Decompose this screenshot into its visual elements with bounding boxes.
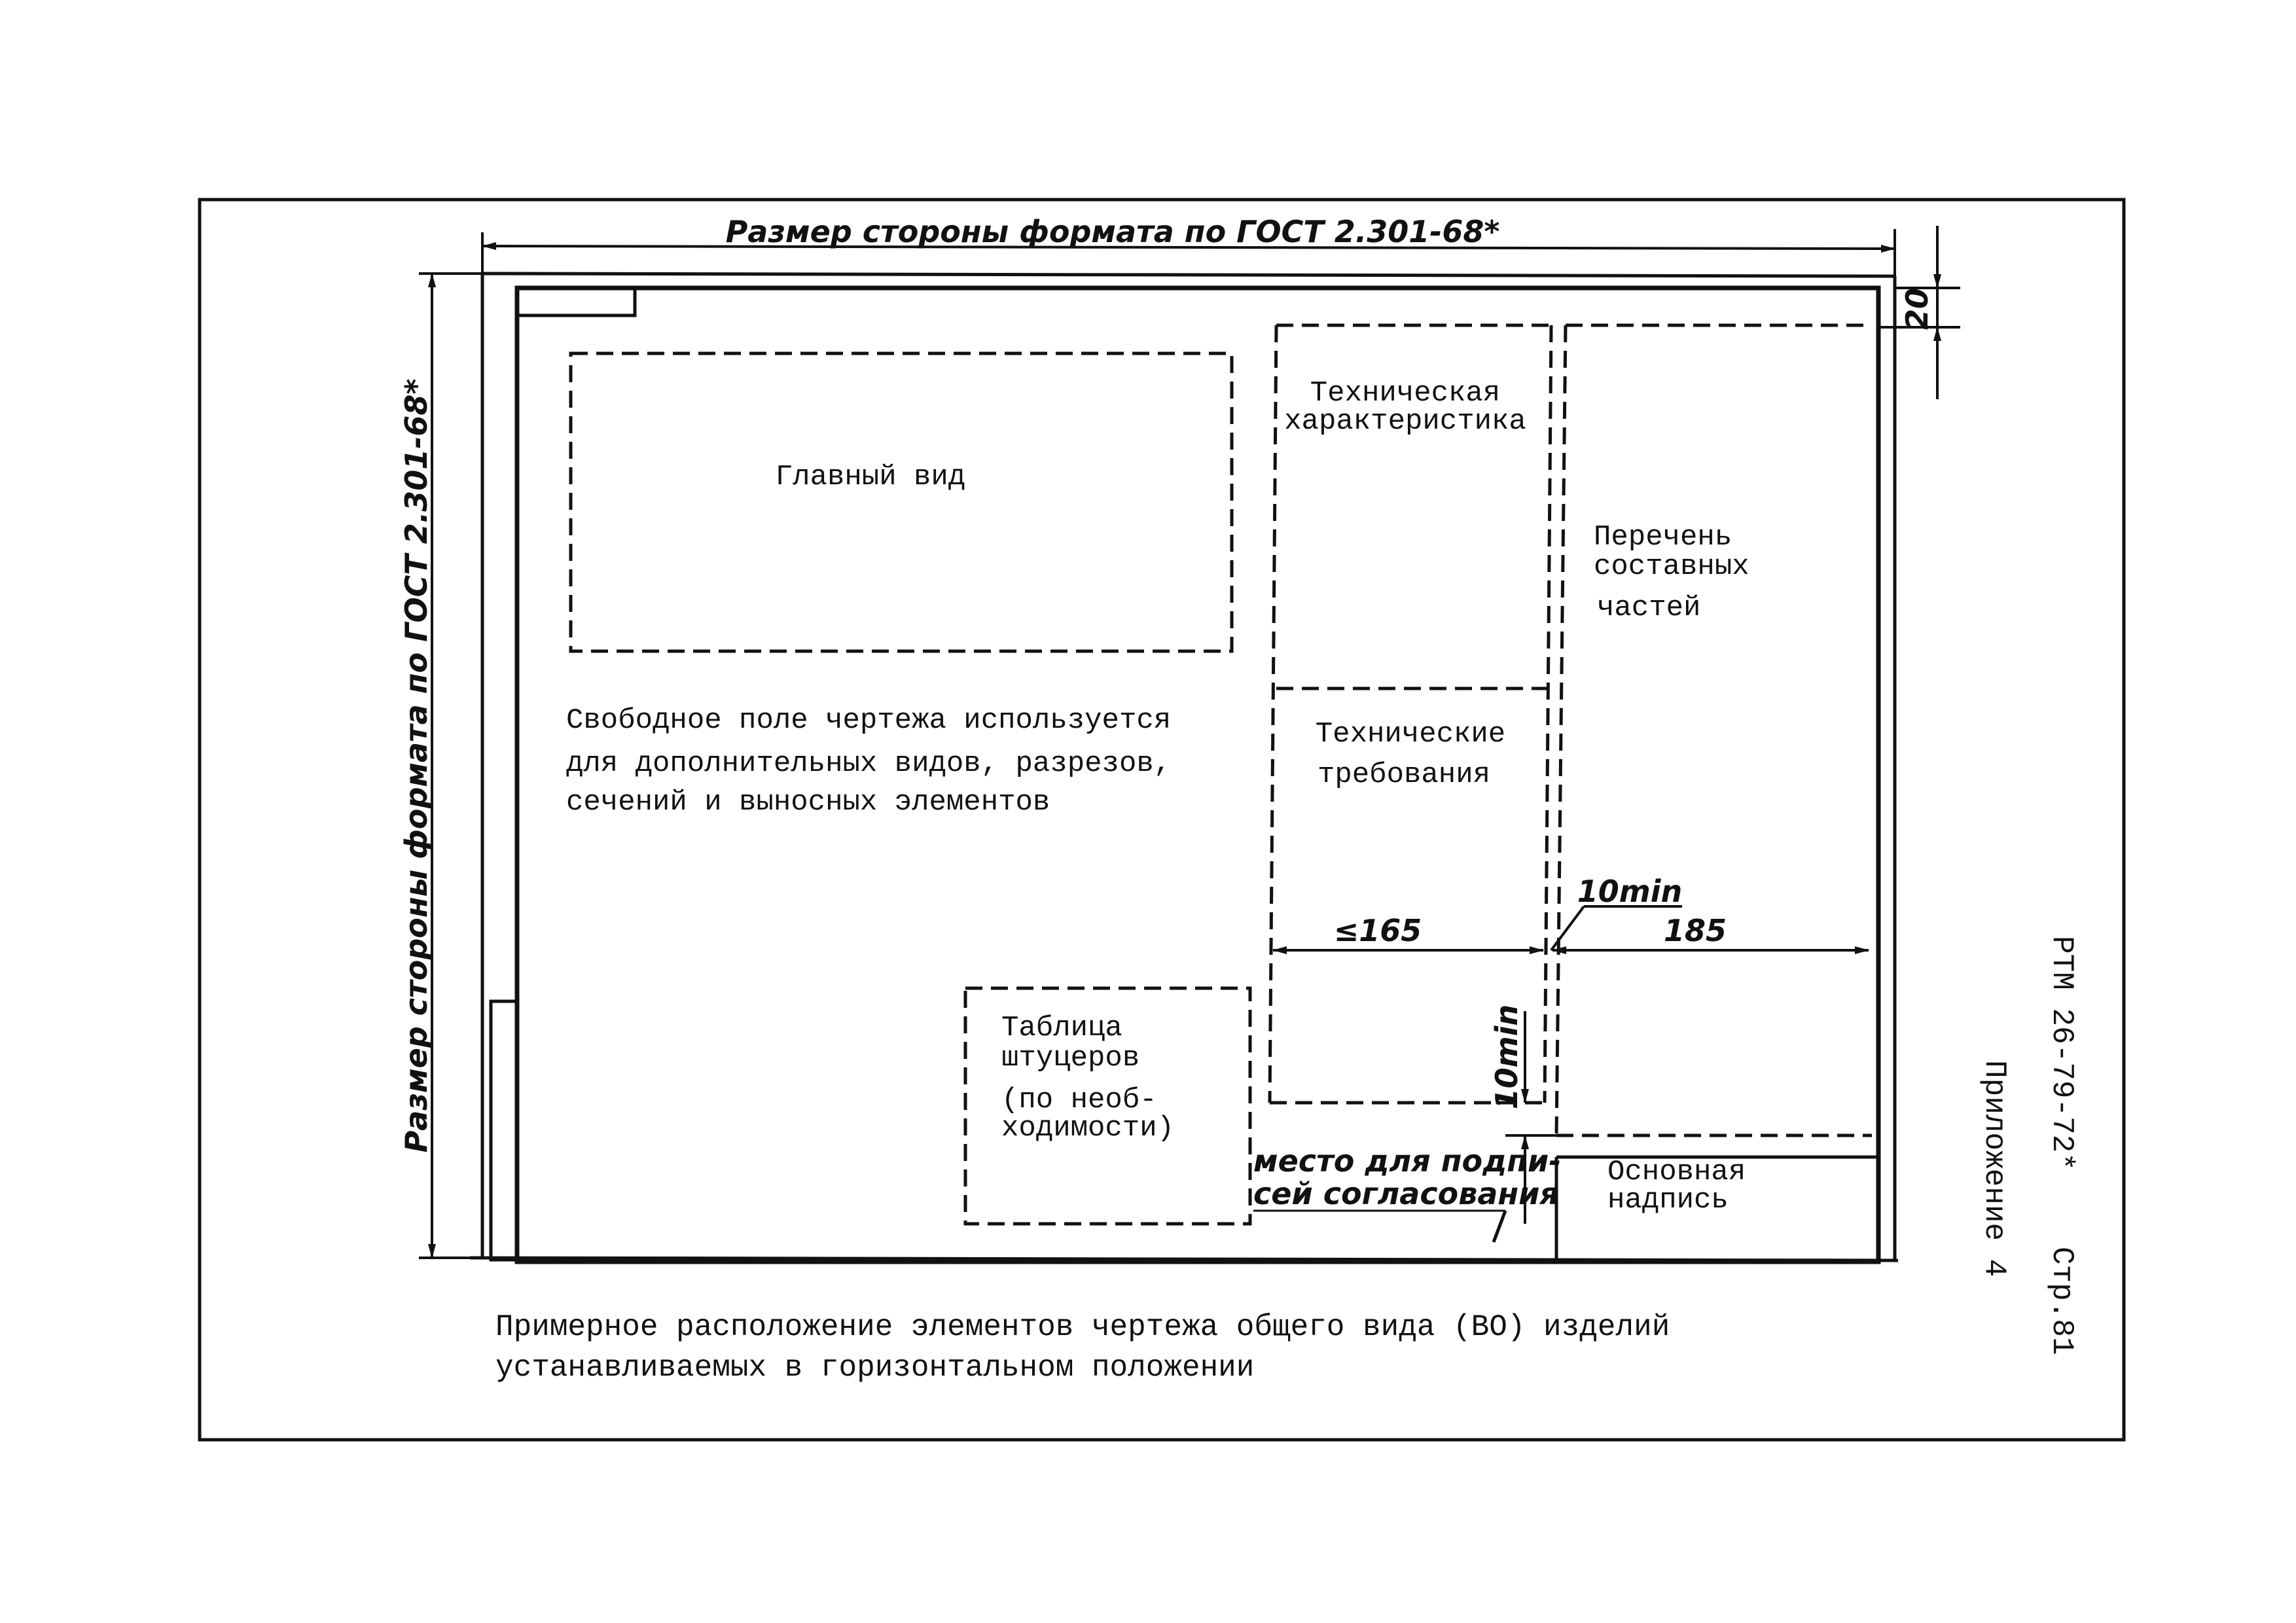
fittings-table-line4: ходимости) xyxy=(1001,1112,1175,1145)
approval-signatures-line1: место для подпи- xyxy=(1253,1143,1562,1179)
main-view-label: Главный вид xyxy=(775,461,966,493)
width-165-label: ≤165 xyxy=(1333,913,1422,948)
free-field-line1: Свободное поле чертежа используется xyxy=(566,704,1172,737)
fittings-table-line2: штуцеров xyxy=(1001,1042,1140,1075)
approval-signatures-line2: сей согласования xyxy=(1253,1176,1559,1211)
gap-10min-vertical-label: 10min xyxy=(1489,1004,1524,1110)
left-dimension-label: Размер стороны формата по ГОСТ 2.301-68* xyxy=(399,378,434,1153)
page-border xyxy=(200,200,2124,1440)
free-field-line3: сечений и выносных элементов xyxy=(566,786,1050,819)
left-dimension xyxy=(399,274,482,1258)
free-field-line2: для дополнительных видов, разрезов, xyxy=(566,747,1172,780)
parts-list-line2: составных xyxy=(1594,550,1749,583)
main-view-zone xyxy=(571,353,1232,651)
parts-list-line3: частей xyxy=(1597,592,1701,624)
document-code: РТМ 26-79-72* xyxy=(2045,936,2079,1171)
tech-requirements-line1: Технические xyxy=(1315,718,1506,751)
title-block-line1: Основная xyxy=(1607,1156,1746,1188)
caption-line2: устанавливаемых в горизонтальном положении xyxy=(495,1351,1255,1385)
margin-20-label: 20 xyxy=(1899,287,1935,330)
gap-10min-horizontal-label: 10min xyxy=(1577,874,1683,909)
caption-line1: Примерное расположение элементов чертежа общего вида (ВО) изделий xyxy=(495,1310,1670,1344)
title-block-line2: надпись xyxy=(1607,1184,1729,1217)
top-dimension xyxy=(482,214,1895,276)
parts-list-zone xyxy=(1556,325,1872,1135)
fittings-table-line3: (по необ- xyxy=(1001,1084,1157,1116)
parts-list-line1: Перечень xyxy=(1594,521,1732,554)
top-dimension-label: Размер стороны формата по ГОСТ 2.301-68* xyxy=(725,214,1500,249)
fittings-table-line1: Таблица xyxy=(1001,1012,1122,1044)
appendix-label: Приложение 4 xyxy=(1977,1060,2011,1277)
tech-characteristics-line2: характеристика xyxy=(1284,405,1526,438)
tech-column-zone xyxy=(1270,325,1551,1103)
tech-characteristics-line1: Техническая xyxy=(1310,377,1501,410)
approval-leader xyxy=(1494,1211,1505,1242)
tech-requirements-line2: требования xyxy=(1317,758,1491,791)
page-number: Стр.81 xyxy=(2045,1247,2079,1355)
width-185-label: 185 xyxy=(1663,913,1727,948)
